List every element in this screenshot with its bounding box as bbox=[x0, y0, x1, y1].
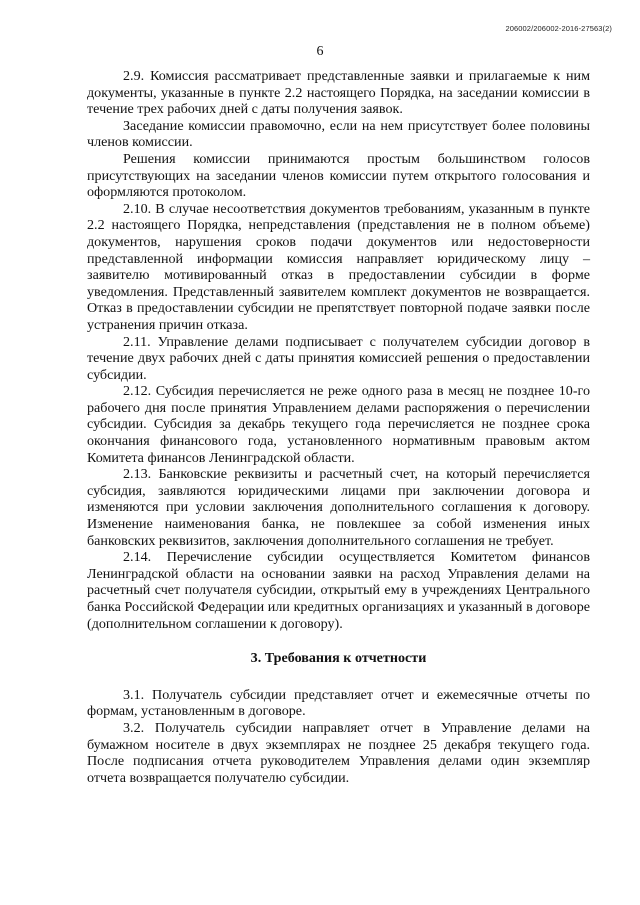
page-number: 6 bbox=[316, 44, 324, 59]
paragraph-2-11: 2.11. Управление делами подписывает с получателем субсидии договор в течение двух рабочих дней с даты принятия комиссией решения о предоставлении субсидии. bbox=[87, 333, 590, 383]
section-heading: 3. Требования к отчетности bbox=[250, 650, 427, 667]
document-id: 206002/206002-2016-27563(2) bbox=[505, 24, 612, 33]
document-body bbox=[87, 68, 590, 786]
paragraph-2-14: 2.14. Перечисление субсидии осуществляется Комитетом финансов Ленинградской области на основании заявки на расход Управления делами на расчетный счет получателя субсидии, открытый ему в учреждениях Центрального банка Российской Федерации или кредитных организациях и указанный в договоре (дополнительном соглашении к договору). bbox=[87, 549, 590, 632]
paragraph-decisions: Решения комиссии принимаются простым большинством голосов присутствующих на заседании членов комиссии путем открытого голосования и оформляются протоколом. bbox=[87, 150, 590, 201]
paragraph-2-12: 2.12. Субсидия перечисляется не реже одного раза в месяц не позднее 10-го рабочего дня после принятия Управлением делами распоряжения о перечислении субсидии. Субсидия за декабрь текущего года перечисляется не позднее срока окончания финансового года, установленного нормативным правовым актом Комитета финансов Ленинградской области. bbox=[87, 383, 590, 466]
paragraph-3-1: 3.1. Получатель субсидии представляет отчет и ежемесячные отчеты по формам, установленным в договоре. bbox=[87, 686, 590, 720]
paragraph-quorum: Заседание комиссии правомочно, если на нем присутствует более половины членов комиссии. bbox=[87, 117, 590, 151]
paragraph-3-2: 3.2. Получатель субсидии направляет отчет в Управление делами на бумажном носителе в двух экземплярах не позднее 25 декабря текущего года. После подписания отчета руководителем Управления делами один экземпляр отчета возвращается получателю субсидии. bbox=[87, 719, 590, 786]
paragraph-2-9: 2.9. Комиссия рассматривает представленные заявки и прилагаемые к ним документы, указанные в пункте 2.2 настоящего Порядка, на заседании комиссии в течение трех рабочих дней с даты получения заявок. bbox=[87, 68, 590, 118]
paragraph-2-13: 2.13. Банковские реквизиты и расчетный счет, на который перечисляется субсидия, заявляются юридическими лицами при заключении договора и изменяются при условии заключения дополнительного соглашения к договору. Изменение наименования банка, не повлекшее за собой изменения иных банковских реквизитов, заключения дополнительного соглашения не требует. bbox=[87, 466, 590, 549]
paragraph-2-10: 2.10. В случае несоответствия документов требованиям, указанным в пункте 2.2 настоящего Порядка, непредставления (представления не в полном объеме) документов, нарушения сроков подачи документов или недостоверности представленной информации комиссия направляет юридическому лицу – заявителю мотивированный отказ в предоставлении субсидии в форме уведомления. Представленный заявителем комплект документов не возвращается. Отказ в предоставлении субсидии не препятствует повторной подаче заявки после устранения причин отказа. bbox=[87, 200, 590, 333]
